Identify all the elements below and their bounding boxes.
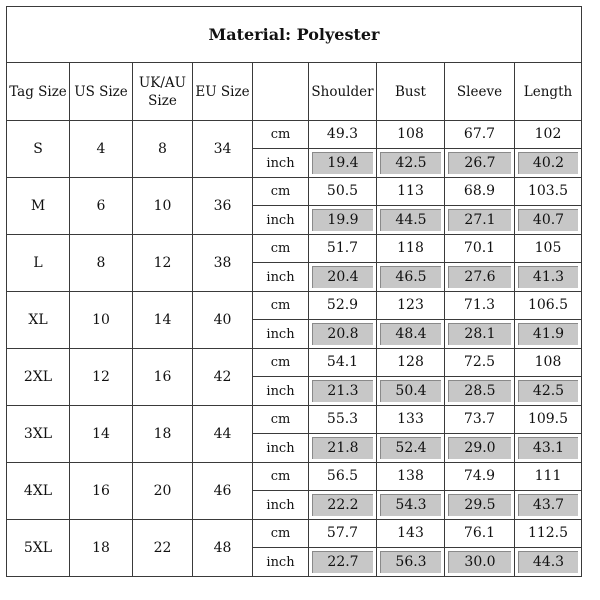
length-inch-value: 43.1: [518, 437, 578, 459]
unit-cm-cell: cm: [253, 235, 309, 263]
table-row: [7, 178, 582, 206]
bust-inch-value: 50.4: [380, 380, 441, 402]
length-inch-value: 40.7: [518, 209, 578, 231]
sleeve-cm-cell: [445, 406, 515, 434]
bust-cm-cell: [377, 349, 445, 377]
tag-size-cell: 3XL: [7, 406, 70, 463]
shoulder-inch-cell: [309, 320, 377, 349]
chart-title: Material: Polyester: [7, 7, 582, 63]
unit-inch-cell: inch: [253, 149, 309, 178]
length-cm-cell: [515, 463, 582, 491]
header-eu-size: EU Size: [193, 63, 253, 121]
shoulder-inch-value: 19.4: [312, 152, 373, 174]
size-chart-table: [6, 6, 582, 577]
eu-size-cell: 46: [193, 463, 253, 520]
sleeve-inch-value: 28.1: [448, 323, 511, 345]
header-tag-size: Tag Size: [7, 63, 70, 121]
header-length: Length: [515, 63, 582, 121]
unit-cm-cell: cm: [253, 292, 309, 320]
uk-au-size-cell: 12: [133, 235, 193, 292]
length-cm-value: 109.5: [527, 411, 569, 427]
header-us-size: US Size: [70, 63, 133, 121]
bust-cm-value: 128: [397, 354, 424, 370]
sleeve-cm-value: 72.5: [463, 354, 496, 370]
shoulder-cm-value: 56.5: [326, 468, 359, 484]
unit-inch-cell: inch: [253, 320, 309, 349]
uk-au-size-cell: 14: [133, 292, 193, 349]
bust-inch-cell: [377, 206, 445, 235]
header-shoulder: Shoulder: [309, 63, 377, 121]
bust-inch-cell: [377, 263, 445, 292]
eu-size-cell: 40: [193, 292, 253, 349]
shoulder-inch-cell: [309, 377, 377, 406]
shoulder-cm-value: 55.3: [326, 411, 359, 427]
uk-au-size-cell: 20: [133, 463, 193, 520]
shoulder-inch-value: 21.3: [312, 380, 373, 402]
bust-cm-cell: [377, 121, 445, 149]
header-unit: [253, 63, 309, 121]
eu-size-cell: 38: [193, 235, 253, 292]
length-inch-value: 41.9: [518, 323, 578, 345]
us-size-cell: 16: [70, 463, 133, 520]
bust-inch-cell: [377, 434, 445, 463]
bust-inch-value: 54.3: [380, 494, 441, 516]
eu-size-cell: 48: [193, 520, 253, 577]
tag-size-cell: L: [7, 235, 70, 292]
sleeve-inch-value: 29.0: [448, 437, 511, 459]
sleeve-inch-value: 29.5: [448, 494, 511, 516]
bust-cm-value: 123: [397, 297, 424, 313]
tag-size-cell: 5XL: [7, 520, 70, 577]
table-row: [7, 520, 582, 548]
bust-cm-cell: [377, 292, 445, 320]
header-row: [7, 63, 582, 121]
shoulder-cm-cell: [309, 463, 377, 491]
unit-cm-cell: cm: [253, 463, 309, 491]
bust-inch-cell: [377, 149, 445, 178]
sleeve-cm-cell: [445, 349, 515, 377]
bust-inch-value: 52.4: [380, 437, 441, 459]
bust-inch-value: 46.5: [380, 266, 441, 288]
bust-cm-value: 138: [397, 468, 424, 484]
length-cm-value: 103.5: [527, 183, 569, 199]
sleeve-inch-cell: [445, 320, 515, 349]
length-inch-cell: [515, 263, 582, 292]
sleeve-inch-cell: [445, 377, 515, 406]
tag-size-cell: 4XL: [7, 463, 70, 520]
eu-size-cell: 42: [193, 349, 253, 406]
bust-cm-value: 113: [397, 183, 424, 199]
shoulder-inch-cell: [309, 434, 377, 463]
unit-inch-cell: inch: [253, 491, 309, 520]
shoulder-inch-cell: [309, 206, 377, 235]
bust-cm-cell: [377, 235, 445, 263]
us-size-cell: 14: [70, 406, 133, 463]
shoulder-cm-value: 54.1: [326, 354, 359, 370]
length-inch-value: 42.5: [518, 380, 578, 402]
shoulder-cm-cell: [309, 406, 377, 434]
shoulder-cm-value: 50.5: [326, 183, 359, 199]
length-cm-value: 106.5: [527, 297, 569, 313]
unit-cm-cell: cm: [253, 520, 309, 548]
bust-inch-cell: [377, 491, 445, 520]
length-cm-value: 105: [534, 240, 562, 256]
sleeve-cm-value: 67.7: [463, 126, 496, 142]
us-size-cell: 8: [70, 235, 133, 292]
eu-size-cell: 44: [193, 406, 253, 463]
sleeve-inch-cell: [445, 434, 515, 463]
unit-cm-cell: cm: [253, 349, 309, 377]
length-cm-value: 108: [534, 354, 562, 370]
shoulder-cm-cell: [309, 292, 377, 320]
sleeve-inch-cell: [445, 149, 515, 178]
unit-inch-cell: inch: [253, 206, 309, 235]
uk-au-size-cell: 8: [133, 121, 193, 178]
tag-size-cell: M: [7, 178, 70, 235]
sleeve-inch-cell: [445, 206, 515, 235]
sleeve-cm-value: 71.3: [463, 297, 496, 313]
header-uk-au-size: UK/AU Size: [133, 63, 193, 121]
length-inch-cell: [515, 320, 582, 349]
length-inch-value: 43.7: [518, 494, 578, 516]
shoulder-cm-cell: [309, 178, 377, 206]
length-cm-cell: [515, 406, 582, 434]
length-inch-cell: [515, 434, 582, 463]
length-inch-value: 40.2: [518, 152, 578, 174]
shoulder-inch-value: 22.7: [312, 551, 373, 573]
header-sleeve: Sleeve: [445, 63, 515, 121]
sleeve-cm-value: 74.9: [463, 468, 496, 484]
us-size-cell: 4: [70, 121, 133, 178]
unit-inch-cell: inch: [253, 434, 309, 463]
sleeve-cm-value: 76.1: [463, 525, 496, 541]
table-row: [7, 463, 582, 491]
uk-au-size-cell: 18: [133, 406, 193, 463]
bust-inch-value: 42.5: [380, 152, 441, 174]
bust-cm-cell: [377, 178, 445, 206]
shoulder-cm-value: 52.9: [326, 297, 359, 313]
bust-inch-cell: [377, 548, 445, 577]
us-size-cell: 18: [70, 520, 133, 577]
bust-inch-cell: [377, 377, 445, 406]
length-cm-value: 111: [534, 468, 562, 484]
length-cm-cell: [515, 292, 582, 320]
shoulder-cm-cell: [309, 121, 377, 149]
bust-cm-cell: [377, 406, 445, 434]
bust-inch-value: 44.5: [380, 209, 441, 231]
table-row: [7, 235, 582, 263]
shoulder-inch-value: 22.2: [312, 494, 373, 516]
bust-inch-cell: [377, 320, 445, 349]
shoulder-cm-value: 57.7: [326, 525, 359, 541]
us-size-cell: 12: [70, 349, 133, 406]
sleeve-inch-value: 27.6: [448, 266, 511, 288]
bust-inch-value: 48.4: [380, 323, 441, 345]
table-row: [7, 292, 582, 320]
sleeve-cm-value: 68.9: [463, 183, 496, 199]
length-cm-cell: [515, 349, 582, 377]
length-inch-value: 44.3: [518, 551, 578, 573]
sleeve-inch-cell: [445, 491, 515, 520]
bust-cm-cell: [377, 520, 445, 548]
bust-inch-value: 56.3: [380, 551, 441, 573]
sleeve-cm-cell: [445, 463, 515, 491]
length-cm-cell: [515, 235, 582, 263]
shoulder-inch-value: 19.9: [312, 209, 373, 231]
bust-cm-cell: [377, 463, 445, 491]
size-chart-container: [6, 6, 582, 577]
shoulder-cm-cell: [309, 520, 377, 548]
shoulder-inch-cell: [309, 491, 377, 520]
unit-cm-cell: cm: [253, 406, 309, 434]
unit-cm-cell: cm: [253, 178, 309, 206]
bust-cm-value: 133: [397, 411, 424, 427]
us-size-cell: 6: [70, 178, 133, 235]
sleeve-inch-value: 27.1: [448, 209, 511, 231]
shoulder-cm-cell: [309, 349, 377, 377]
tag-size-cell: S: [7, 121, 70, 178]
sleeve-cm-cell: [445, 520, 515, 548]
length-inch-cell: [515, 491, 582, 520]
shoulder-inch-value: 21.8: [312, 437, 373, 459]
sleeve-inch-value: 26.7: [448, 152, 511, 174]
shoulder-inch-cell: [309, 548, 377, 577]
unit-inch-cell: inch: [253, 548, 309, 577]
eu-size-cell: 36: [193, 178, 253, 235]
shoulder-inch-cell: [309, 263, 377, 292]
length-cm-cell: [515, 520, 582, 548]
eu-size-cell: 34: [193, 121, 253, 178]
uk-au-size-cell: 16: [133, 349, 193, 406]
length-inch-cell: [515, 149, 582, 178]
length-cm-value: 112.5: [527, 525, 569, 541]
shoulder-inch-value: 20.4: [312, 266, 373, 288]
unit-inch-cell: inch: [253, 263, 309, 292]
uk-au-size-cell: 10: [133, 178, 193, 235]
sleeve-inch-cell: [445, 263, 515, 292]
length-cm-cell: [515, 178, 582, 206]
uk-au-size-cell: 22: [133, 520, 193, 577]
sleeve-cm-value: 70.1: [463, 240, 496, 256]
us-size-cell: 10: [70, 292, 133, 349]
header-bust: Bust: [377, 63, 445, 121]
unit-inch-cell: inch: [253, 377, 309, 406]
length-inch-cell: [515, 377, 582, 406]
sleeve-cm-value: 73.7: [463, 411, 496, 427]
sleeve-inch-value: 28.5: [448, 380, 511, 402]
length-cm-value: 102: [534, 126, 562, 142]
sleeve-inch-cell: [445, 548, 515, 577]
tag-size-cell: 2XL: [7, 349, 70, 406]
sleeve-cm-cell: [445, 235, 515, 263]
bust-cm-value: 108: [397, 126, 424, 142]
tag-size-cell: XL: [7, 292, 70, 349]
length-inch-cell: [515, 548, 582, 577]
unit-cm-cell: cm: [253, 121, 309, 149]
table-row: [7, 121, 582, 149]
table-row: [7, 406, 582, 434]
sleeve-cm-cell: [445, 121, 515, 149]
sleeve-inch-value: 30.0: [448, 551, 511, 573]
shoulder-cm-cell: [309, 235, 377, 263]
table-row: [7, 349, 582, 377]
length-cm-cell: [515, 121, 582, 149]
sleeve-cm-cell: [445, 178, 515, 206]
shoulder-inch-value: 20.8: [312, 323, 373, 345]
bust-cm-value: 143: [397, 525, 424, 541]
length-inch-cell: [515, 206, 582, 235]
bust-cm-value: 118: [397, 240, 424, 256]
sleeve-cm-cell: [445, 292, 515, 320]
shoulder-cm-value: 51.7: [326, 240, 359, 256]
shoulder-inch-cell: [309, 149, 377, 178]
shoulder-cm-value: 49.3: [326, 126, 359, 142]
length-inch-value: 41.3: [518, 266, 578, 288]
